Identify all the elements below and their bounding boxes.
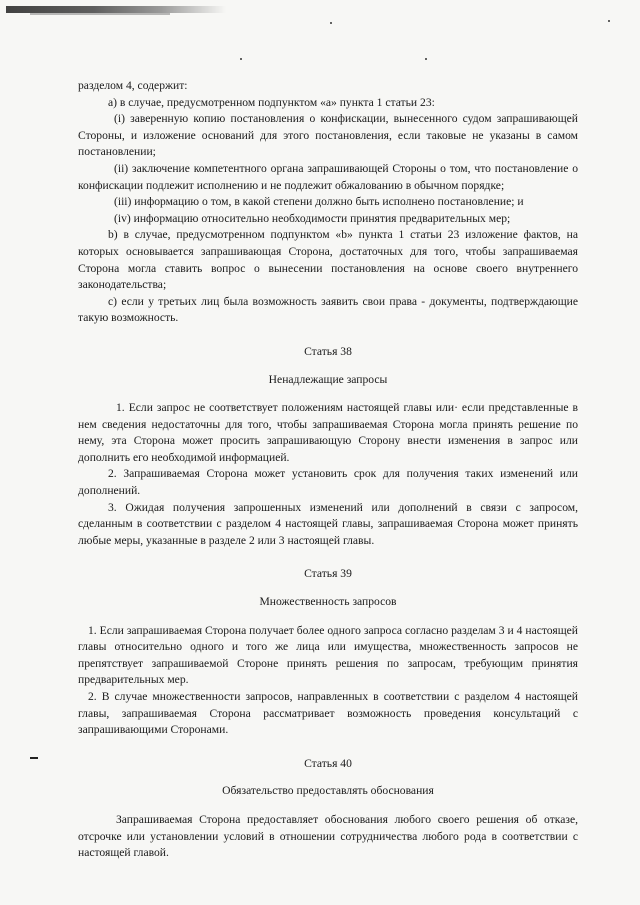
article-40-paragraph-1: Запрашиваемая Сторона предоставляет обоснования любого своего решения об отказе, отсрочке или установлении условий в отношении сотрудничества любого рода в соответствии с настоящей главой. [78,812,578,860]
intro-line: разделом 4, содержит: [78,79,188,92]
article-39-paragraph-1: 1. Если запрашиваемая Сторона получает более одного запроса согласно разделам 3 и 4 настоящей главы относительно одного и того же лица или имущества, множественность запросов не препятствует запрашиваемой Стороне принять решения по запросам, требующим принятия предварительных мер. [78,623,578,687]
item-a-iv: (iv) информацию относительно необходимости принятия предварительных мер; [114,211,511,225]
margin-mark [30,757,38,759]
scan-artifact [6,6,226,13]
scan-artifact-line [30,13,170,15]
article-38-number: Статья 38 [304,344,352,358]
item-a-ii: (ii) заключение компетентного органа запрашивающей Стороны о том, что постановление о конфискации подлежит исполнению и не подлежит обжалованию в обычном порядке; [78,161,578,192]
item-a-i: (i) заверенную копию постановления о конфискации, вынесенного судом запрашивающей Стороны, и изложение оснований для этого постановления, если таковые не указаны в самом постановлении; [78,112,578,159]
item-a-iii: (iii) информацию о том, в какой степени должно быть исполнено постановление; и [114,195,524,209]
scan-speck [240,58,242,60]
article-39-paragraph-2: 2. В случае множественности запросов, направленных в соответствии с разделом 4 настоящей главы, запрашиваемая Сторона рассматривает возможность проведения консультаций с запрашивающими Сторонами. [78,690,578,737]
article-38-title: Ненадлежащие запросы [268,372,388,386]
scan-speck [330,22,332,24]
article-38-paragraph-3: 3. Ожидая получения запрошенных изменений или дополнений в связи с запросом, сделанным в соответствии с разделом 4 настоящей главы, запрашиваемая Сторона может принять любые меры, указанные в разделе 2 или 3 настоящей главы. [78,500,578,547]
article-38-paragraph-2: 2. Запрашиваемая Сторона может установить срок для получения таких изменений или дополнений. [78,467,578,498]
item-c: c) если у третьих лиц была возможность заявить свои права - документы, подтверждающие такую возможность. [78,294,578,325]
item-a: а) в случае, предусмотренном подпунктом «а» пункта 1 статьи 23: [108,95,435,109]
article-39-number: Статья 39 [304,567,352,581]
item-b: b) в случае, предусмотренном подпунктом «b» пункта 1 статьи 23 изложение фактов, на которых основывается запрашивающая Сторона, достаточных для того, чтобы запрашиваемая Сторона могла ставить вопрос о вынесении постановления на основе своего внутреннего законодательства; [78,228,578,292]
scan-speck [608,20,610,22]
scan-speck [425,58,427,60]
article-38-paragraph-1: 1. Если запрос не соответствует положениям настоящей главы или· если представленные в нем сведения недостаточны для того, чтобы запрашиваемая Сторона могла принять решение по нему, эта Сторона может просить запрашивающую Сторону внести изменения в запрос или дополнить его необходимой информацией. [78,401,578,464]
article-40-title: Обязательство предоставлять обоснования [222,784,434,798]
article-40-number: Статья 40 [304,756,352,770]
article-39-title: Множественность запросов [259,595,397,609]
document-page [78,78,578,862]
